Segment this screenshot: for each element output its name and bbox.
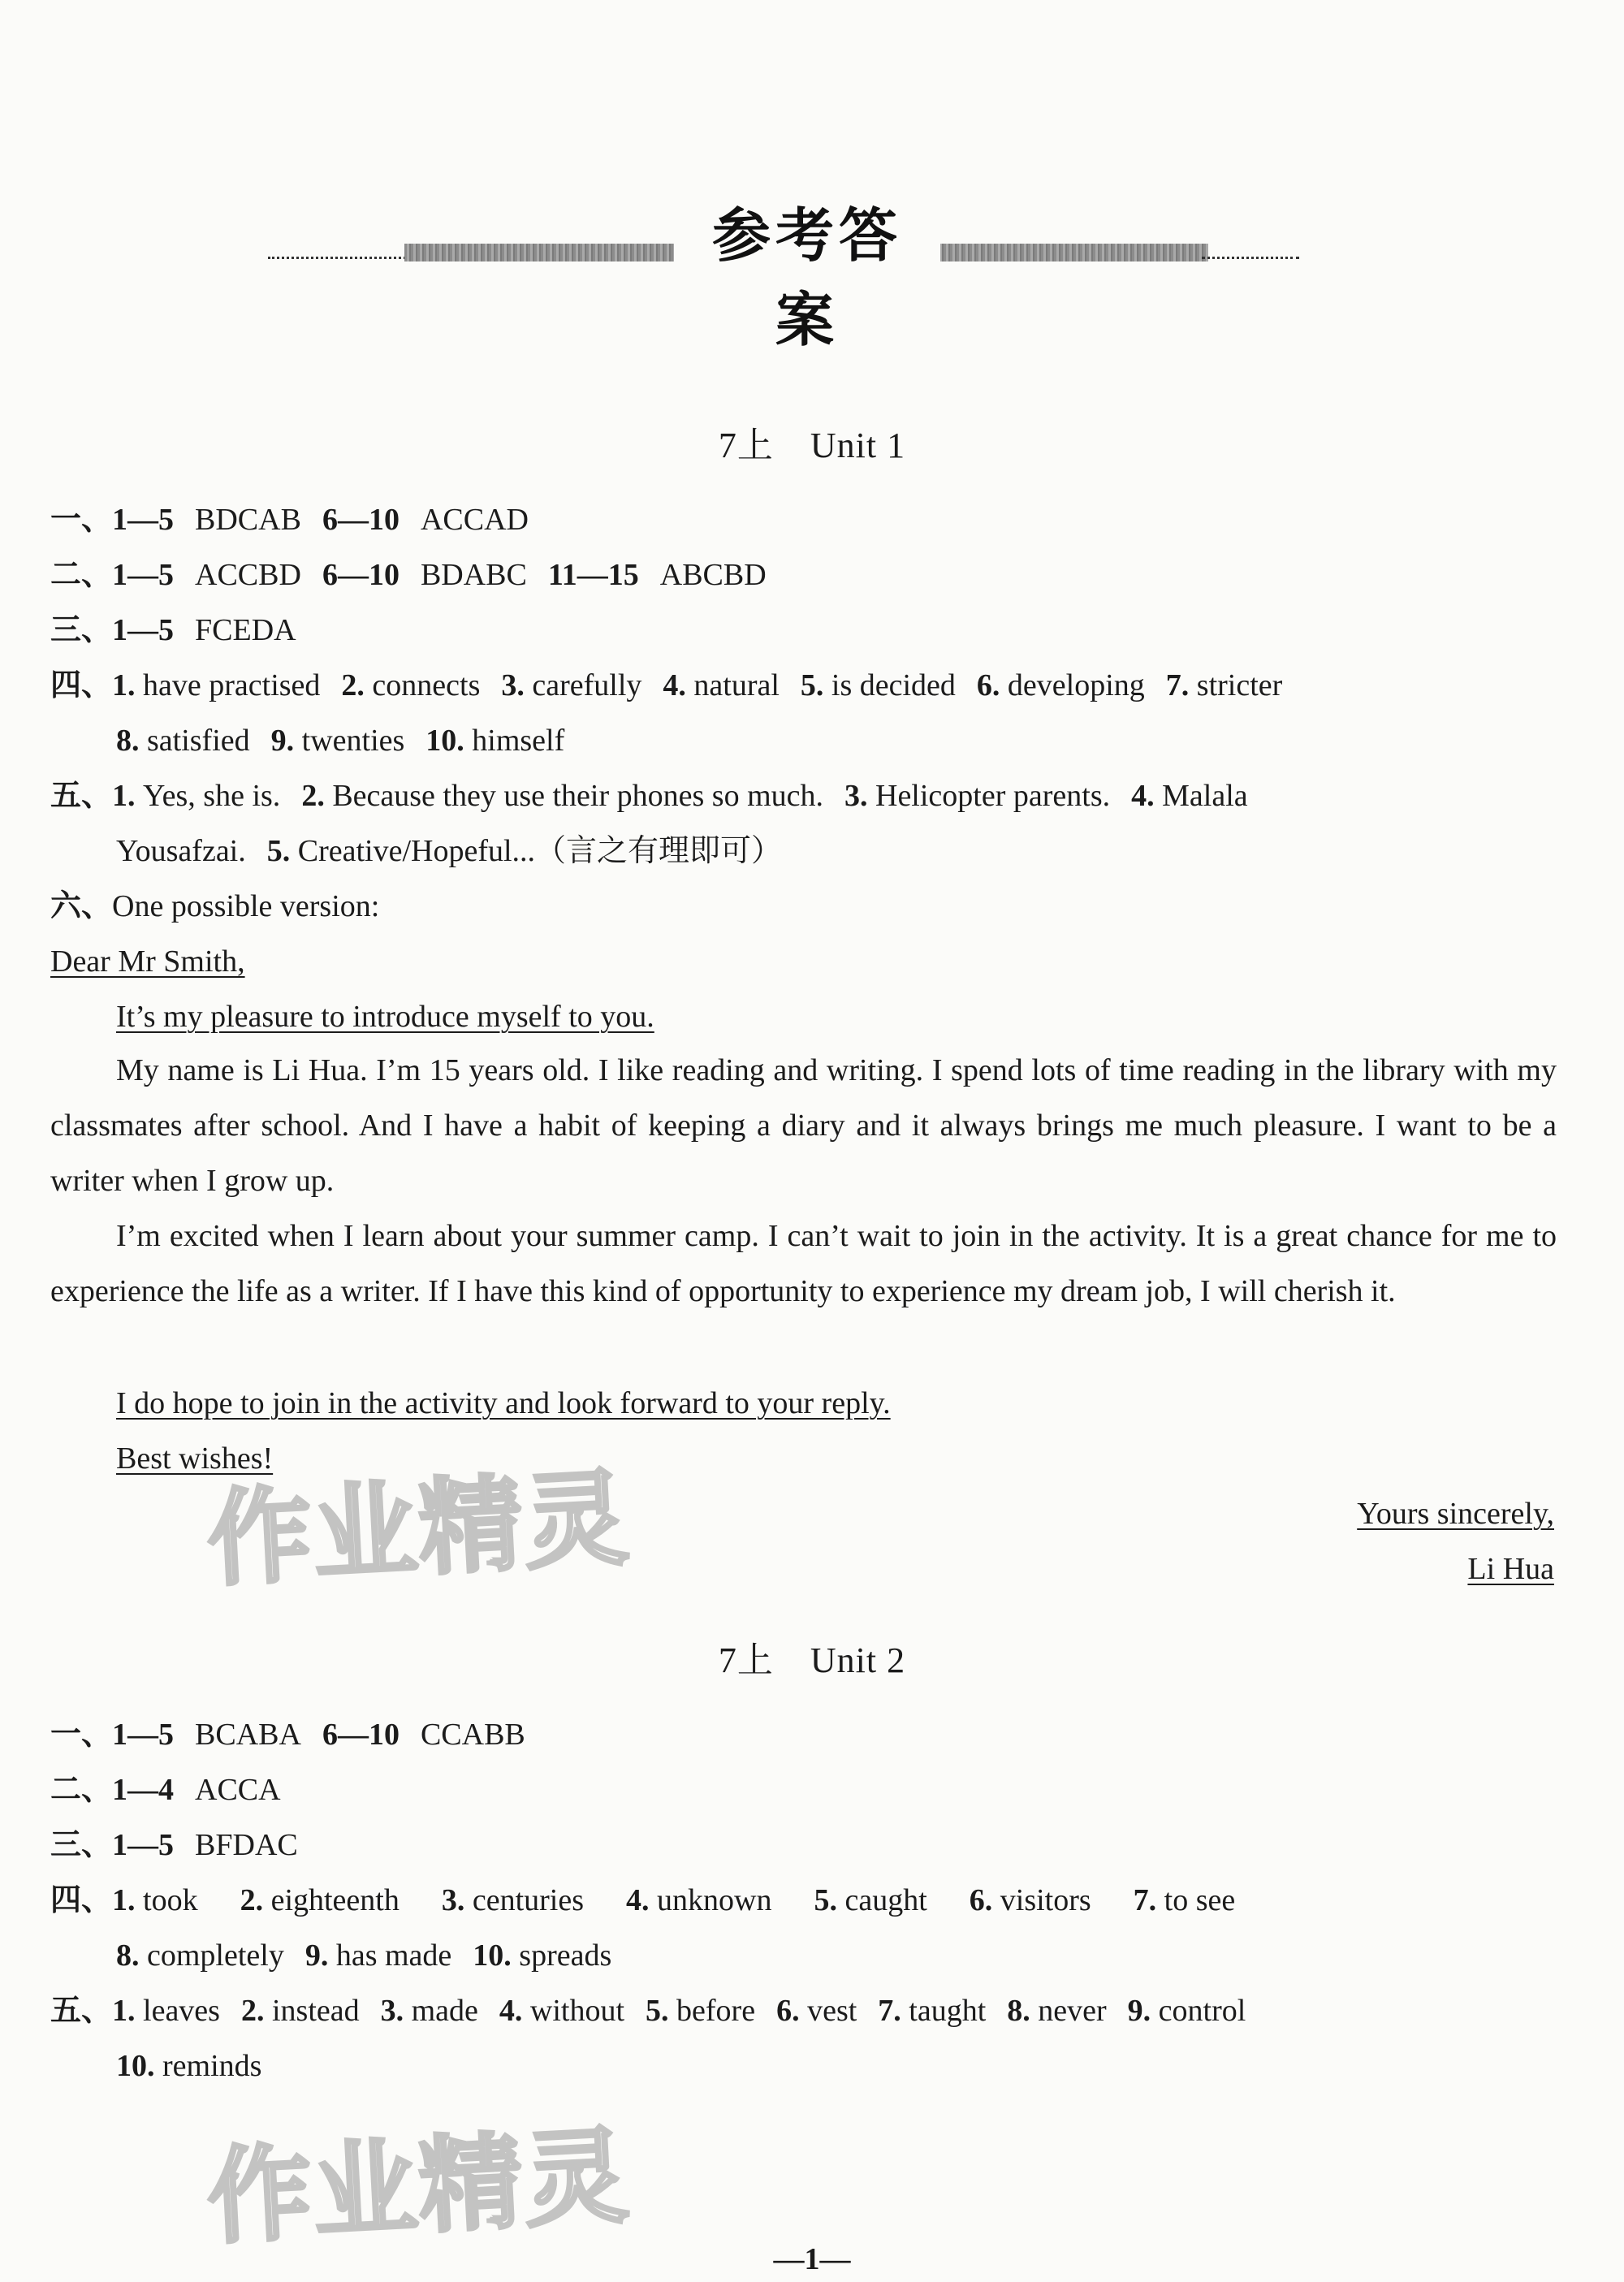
letter-signoff: Yours sincerely, [1357, 1497, 1554, 1531]
letter-opening: It’s my pleasure to introduce myself to you. [116, 1000, 654, 1034]
unit1-section5-row1: 五、1. Yes, she is. 2. Because they use their phones so much. 3. Helicopter parents. 4. Malala [50, 779, 1248, 813]
unit2-section5-row1: 五、1. leaves 2. instead 3. made 4. without 5. before 6. vest 7. taught 8. never 9. control [50, 1994, 1246, 2028]
unit2-section2: 二、1—4 ACCA [50, 1773, 281, 1807]
watermark-bottom: 作业精灵 [205, 2116, 633, 2259]
unit2-section4-row2: 8. completely 9. has made 10. spreads [116, 1938, 612, 1973]
unit1-section2: 二、1—5 ACCBD 6—10 BDABC 11—15 ABCBD [50, 558, 767, 592]
letter-body-paragraph-1: My name is Li Hua. I’m 15 years old. I like reading and writing. I spend lots of time reading in the library with my classmates after school. And I have a habit of keeping a diary and it always brings me much pleasure. I want to be a writer when I grow up. [50, 1053, 1557, 1198]
unit1-section4-row2: 8. satisfied 9. twenties 10. himself [116, 724, 565, 758]
unit2-section3: 三、1—5 BFDAC [50, 1828, 298, 1862]
unit1-section4-row1: 四、1. have practised 2. connects 3. carefully 4. natural 5. is decided 6. developing 7. stricter [50, 668, 1283, 702]
header-banner [268, 195, 1299, 354]
page-title: 参考答案 [674, 188, 940, 357]
letter-best-wishes: Best wishes! [116, 1441, 274, 1476]
page-number: —1— [773, 2242, 851, 2276]
unit1-section3: 三、1—5 FCEDA [50, 613, 296, 647]
unit1-section6-intro: 六、One possible version: [50, 889, 380, 923]
unit1-section1: 一、1—5 BDCAB 6—10 ACCAD [50, 503, 529, 537]
unit1-title: 7上 Unit 1 [718, 426, 906, 465]
unit2-section1: 一、1—5 BCABA 6—10 CCABB [50, 1718, 525, 1752]
header-dotted-rule-right [1202, 257, 1299, 259]
letter-body-paragraph-2: I’m excited when I learn about your summer camp. I can’t wait to join in the activity. It is a great chance for me to experience the life as a writer. If I have this kind of opportunity to experience my dream job, I will cherish it. [50, 1219, 1557, 1308]
unit2-title: 7上 Unit 2 [718, 1640, 906, 1680]
unit1-section5-row2: Yousafzai. 5. Creative/Hopeful...（言之有理即可） [116, 834, 783, 868]
unit2-section5-row2: 10. reminds [116, 2049, 262, 2083]
header-dotted-rule-left [268, 257, 410, 259]
letter-signature-name: Li Hua [1467, 1552, 1554, 1586]
letter-greeting: Dear Mr Smith, [50, 944, 245, 979]
unit2-section4-row1: 四、1. took 2. eighteenth 3. centuries 4. unknown 5. caught 6. visitors 7. to see [50, 1883, 1236, 1917]
watermark-top: 作业精灵 [205, 1458, 633, 1601]
letter-closing-sentence: I do hope to join in the activity and look forward to your reply. [116, 1386, 891, 1420]
